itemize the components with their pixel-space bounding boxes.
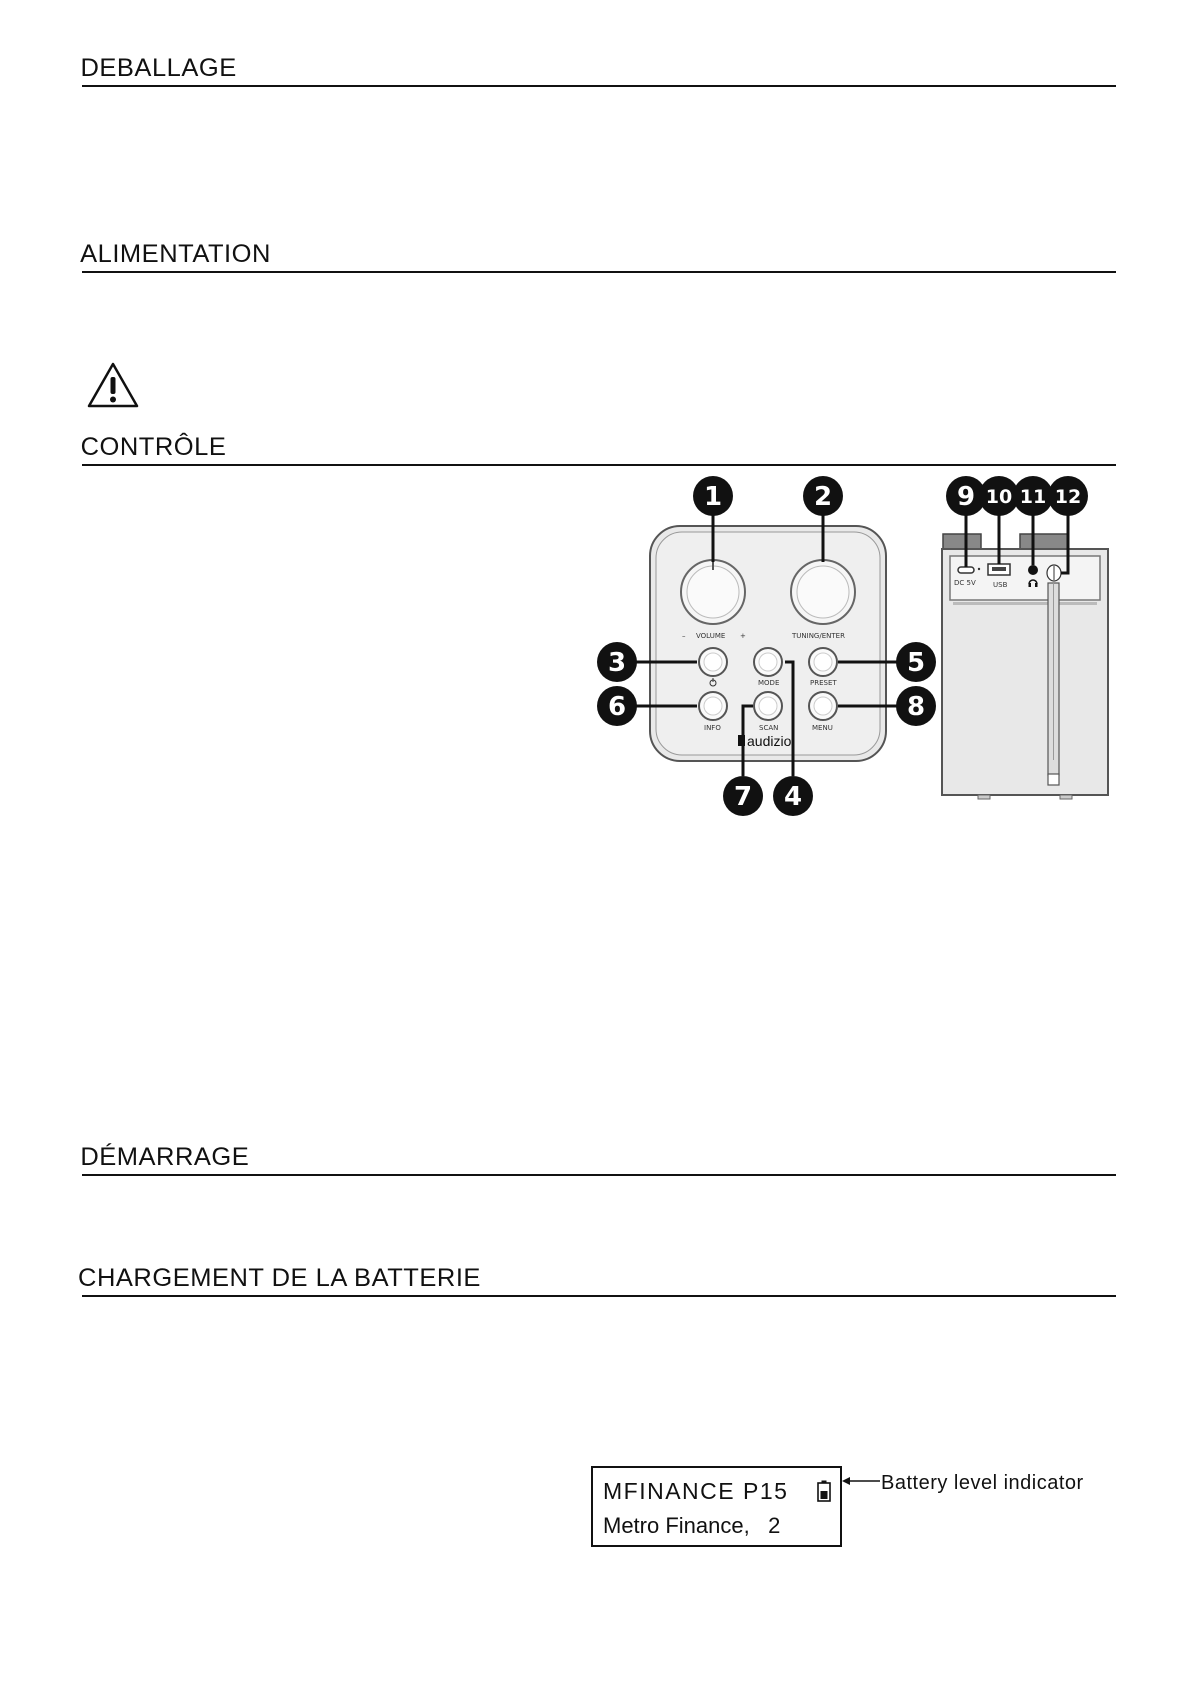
volume-label: VOLUME [696, 632, 726, 640]
svg-text:9: 9 [956, 482, 976, 512]
heading-text: DEBALLAGE [80, 54, 237, 82]
volume-minus: – [682, 632, 686, 640]
callout-4 [773, 776, 813, 816]
section-heading-startup [82, 1143, 1116, 1176]
pointer-arrow-icon [842, 1475, 880, 1487]
mode-label: MODE [758, 679, 780, 687]
section-heading-power [82, 240, 1116, 273]
lcd-display [591, 1466, 842, 1547]
warning-icon [86, 361, 140, 409]
svg-text:12: 12 [1054, 486, 1082, 508]
callout-7 [723, 776, 763, 816]
callout-12 [1048, 476, 1088, 516]
svg-text:8: 8 [906, 692, 926, 722]
callout-8 [896, 686, 936, 726]
battery-indicator-label: Battery level indicator [881, 1472, 1084, 1494]
side-panel [942, 534, 1108, 799]
radio-controls-diagram [590, 470, 1130, 825]
preset-label: PRESET [810, 679, 837, 687]
svg-text:4: 4 [783, 782, 803, 812]
callout-5 [896, 642, 936, 682]
headphone-jack [1028, 565, 1038, 575]
callout-1 [693, 476, 733, 516]
svg-text:5: 5 [906, 648, 926, 678]
volume-plus: + [740, 632, 746, 640]
heading-text: DÉMARRAGE [80, 1143, 250, 1171]
heading-text: CONTRÔLE [80, 433, 227, 461]
section-heading-battery-charging [78, 1264, 1116, 1297]
svg-text:11: 11 [1019, 486, 1047, 508]
callout-11 [1013, 476, 1053, 516]
brand-logo: audizio [747, 733, 792, 749]
svg-text:1: 1 [703, 482, 723, 512]
callout-3 [597, 642, 637, 682]
info-label: INFO [704, 724, 721, 732]
heading-text: CHARGEMENT DE LA BATTERIE [78, 1264, 481, 1292]
svg-text:3: 3 [607, 648, 627, 678]
callout-6 [597, 686, 637, 726]
svg-text:2: 2 [813, 482, 833, 512]
tuning-label: TUNING/ENTER [792, 632, 845, 640]
svg-text:6: 6 [607, 692, 627, 722]
menu-label: MENU [812, 724, 833, 732]
dc-port [958, 567, 974, 573]
heading-text: ALIMENTATION [80, 240, 271, 268]
front-panel [650, 526, 886, 761]
svg-text:10: 10 [985, 486, 1013, 508]
scan-label: SCAN [759, 724, 779, 732]
section-heading-unpacking [82, 54, 1116, 87]
usb-label: USB [993, 581, 1008, 589]
dc-label: DC 5V [954, 579, 976, 587]
callout-2 [803, 476, 843, 516]
battery-icon [817, 1480, 831, 1502]
svg-text:7: 7 [733, 782, 753, 812]
display-line-1: MFINANCE P15 [603, 1478, 789, 1504]
section-heading-controls [82, 433, 1116, 466]
display-line-2: Metro Finance, 2 [603, 1513, 781, 1538]
